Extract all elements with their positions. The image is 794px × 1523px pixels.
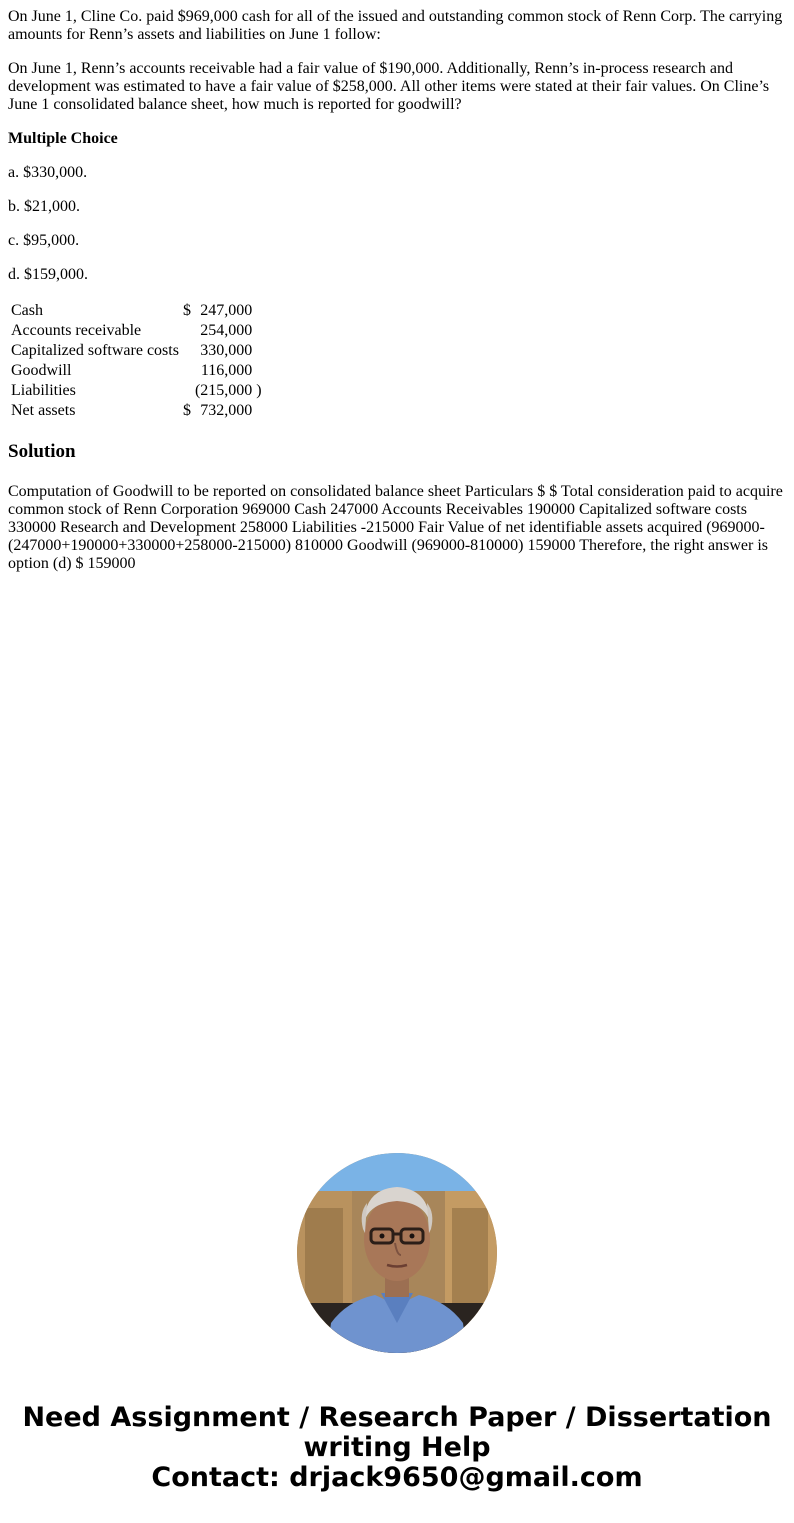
row-paren [255,322,262,340]
row-paren [255,302,262,320]
row-label: Cash [11,302,43,319]
option-a: a. $330,000. [8,164,88,181]
row-label: Goodwill [11,362,72,379]
row-paren [255,342,262,360]
multiple-choice-heading: Multiple Choice [8,130,118,147]
row-currency [182,342,192,360]
table-row [10,382,263,400]
row-paren [255,362,262,380]
row-currency [182,322,192,340]
solution-text: Computation of Goodwill to be reported on consolidated balance sheet Particulars $ $ Total consideration paid to acquire common stock of Renn Corporation 969000 Cash 247000 Accounts Receivables 190000 Capitalized software costs 330000 Research and Development 258000 Liabilities -215000 Fair Value of net identifiable assets acquired (969000-(247000+190000+330000+258000-215000) 810000 Goodwill (969000-810000) 159000 Therefore, the right answer is option (d) $ 159000 [8,483,783,572]
row-value: 247,000 [200,302,253,319]
row-currency [182,382,192,400]
row-label: Capitalized software costs [11,342,179,359]
question-paragraph-1: On June 1, Cline Co. paid $969,000 cash for all of the issued and outstanding common stock of Renn Corp. The carrying amounts for Renn’s assets and liabilities on June 1 follow: [8,8,783,43]
author-portrait-icon [297,1153,497,1353]
table-row [10,342,263,360]
document-body [0,0,794,573]
row-value: 732,000 [200,402,253,419]
row-label: Liabilities [11,382,76,399]
table-row [10,322,263,340]
row-currency [182,362,192,380]
banner-line-1: Need Assignment / Research Paper / Dissertation [22,1402,772,1433]
balance-table [8,300,265,422]
table-row [10,302,263,320]
row-paren [255,402,262,420]
option-c: c. $95,000. [8,232,80,249]
row-label: Accounts receivable [11,322,142,339]
row-value: (215,000 [194,382,253,399]
row-paren: ) [256,382,262,399]
row-value: 116,000 [200,362,253,379]
banner-line-2: writing Help [303,1432,491,1463]
banner-contact-line: Contact: drjack9650@gmail.com [151,1462,643,1493]
avatar [297,1153,497,1353]
option-d: d. $159,000. [8,266,88,283]
table-row [10,402,263,420]
row-value: 254,000 [200,322,253,339]
solution-heading: Solution [8,441,76,462]
table-row [10,362,263,380]
option-b: b. $21,000. [8,198,80,215]
question-paragraph-2: On June 1, Renn’s accounts receivable had a fair value of $190,000. Additionally, Renn’s in-process research and development was estimated to have a fair value of $258,000. All other items were stated at their fair values. On Cline’s June 1 consolidated balance sheet, how much is reported for goodwill? [8,60,770,113]
row-currency: $ [182,402,191,419]
row-currency: $ [182,302,191,319]
row-value: 330,000 [200,342,253,359]
contact-banner [0,1403,794,1493]
row-label: Net assets [11,402,76,419]
